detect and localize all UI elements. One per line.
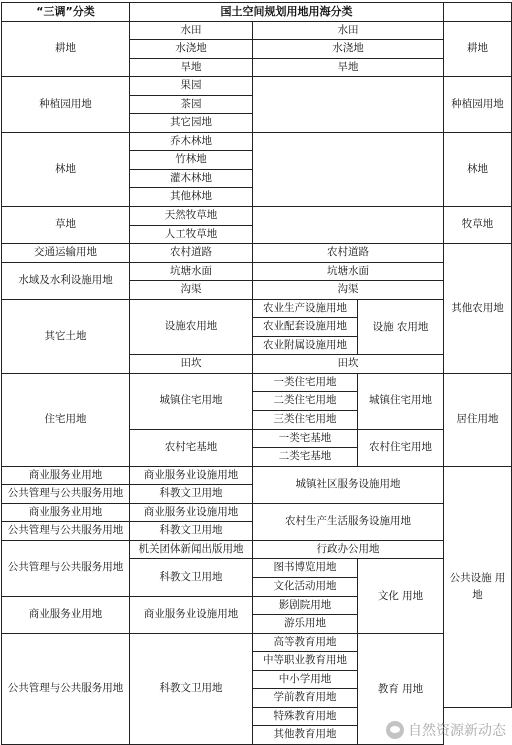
cell: 交通运输用地	[2, 244, 130, 263]
cell: 文化活动用地	[253, 577, 358, 596]
cell: 其他教育用地	[253, 726, 358, 745]
cell: 设施农用地	[130, 299, 253, 355]
cell: 公共设施 用地	[444, 466, 512, 707]
cell: 旱地	[130, 58, 253, 77]
cell: 商业服务业用地	[2, 503, 130, 522]
cell: 乔木林地	[130, 132, 253, 151]
header-right: 国土空间规划用地用海分类	[130, 3, 444, 22]
table-row	[2, 466, 512, 485]
cell: 二类住宅用地	[253, 392, 358, 411]
header-left: “三调”分类	[2, 3, 130, 22]
cell: 学前教育用地	[253, 689, 358, 708]
cell: 文化 用地	[358, 559, 444, 633]
cell: 坑塘水面	[130, 262, 253, 281]
cell: 商业服务业设施用地	[130, 466, 253, 485]
cell-empty	[253, 207, 444, 244]
cell: 一类宅基地	[253, 429, 358, 448]
cell: 科教文卫用地	[130, 522, 253, 541]
cell: 科教文卫用地	[130, 559, 253, 596]
cell: 商业服务业用地	[2, 466, 130, 485]
cell: 三类住宅用地	[253, 411, 358, 430]
table-row	[2, 132, 512, 151]
cell: 农业生产设施用地	[253, 299, 358, 318]
cell: 田坎	[130, 355, 253, 374]
cell: 公共管理与公共服务用地	[2, 485, 130, 504]
cell: 公共管理与公共服务用地	[2, 522, 130, 541]
table-row	[2, 299, 512, 318]
cell: 果园	[130, 77, 253, 96]
cell: 商业服务业设施用地	[130, 596, 253, 633]
cell: 城镇社区服务设施用地	[253, 466, 444, 503]
cell: 图书博览用地	[253, 559, 358, 578]
cell: 机关团体新闻出版用地	[130, 540, 253, 559]
table-row	[2, 633, 512, 652]
cell: 种植园用地	[2, 77, 130, 133]
cell: 林地	[444, 132, 512, 206]
cell: 天然牧草地	[130, 207, 253, 226]
cell: 公共管理与公共服务用地	[2, 633, 130, 744]
cell: 其它土地	[2, 299, 130, 373]
table-row	[2, 244, 512, 263]
cell: 公共管理与公共服务用地	[2, 540, 130, 596]
cell: 商业服务业用地	[2, 596, 130, 633]
cell: 沟渠	[253, 281, 444, 300]
cell: 种植园用地	[444, 77, 512, 133]
cell: 城镇住宅用地	[130, 373, 253, 429]
cell: 水田	[130, 21, 253, 40]
table-row	[2, 503, 512, 522]
cell: 科教文卫用地	[130, 633, 253, 744]
watermark-text: 自然资源新动态	[408, 723, 506, 739]
cell: 游乐用地	[253, 615, 358, 634]
cell: 其他林地	[130, 188, 253, 207]
cell: 牧草地	[444, 207, 512, 244]
cell: 农村生产生活服务设施用地	[253, 503, 444, 540]
cell: 耕地	[2, 21, 130, 77]
table-row	[2, 373, 512, 392]
cell: 科教文卫用地	[130, 485, 253, 504]
cell: 农业附属设施用地	[253, 336, 358, 355]
cell: 二类宅基地	[253, 448, 358, 467]
cell: 茶园	[130, 95, 253, 114]
cell: 商业服务业设施用地	[130, 503, 253, 522]
cell: 草地	[2, 207, 130, 244]
cell: 教育 用地	[358, 633, 444, 744]
cell: 灌木林地	[130, 169, 253, 188]
table-row	[2, 21, 512, 40]
cell: 设施 农用地	[358, 299, 444, 355]
cell: 中等职业教育用地	[253, 652, 358, 671]
cell: 坑塘水面	[253, 262, 444, 281]
cell: 居住用地	[444, 373, 512, 466]
cell: 水浇地	[130, 40, 253, 59]
cell: 农村道路	[253, 244, 444, 263]
cell: 农业配套设施用地	[253, 318, 358, 337]
table-row	[2, 77, 512, 96]
table-row	[2, 262, 512, 281]
cell-empty	[253, 77, 444, 133]
cell: 耕地	[444, 21, 512, 77]
cell: 水田	[253, 21, 444, 40]
cell: 竹林地	[130, 151, 253, 170]
cell: 其他农用地	[444, 244, 512, 374]
cell: 影剧院用地	[253, 596, 358, 615]
cell: 高等教育用地	[253, 633, 358, 652]
cell: 一类住宅用地	[253, 373, 358, 392]
cell: 城镇住宅用地	[358, 373, 444, 429]
cell: 人工牧草地	[130, 225, 253, 244]
land-classification-table	[1, 2, 512, 745]
header-blank	[444, 3, 512, 22]
table-row	[2, 540, 512, 559]
cell: 行政办公用地	[253, 540, 444, 559]
cell: 住宅用地	[2, 373, 130, 466]
cell-empty	[253, 132, 444, 206]
cell: 特殊教育用地	[253, 707, 358, 726]
cell: 林地	[2, 132, 130, 206]
cell: 农村宅基地	[130, 429, 253, 466]
cell: 田坎	[253, 355, 444, 374]
cell: 农村道路	[130, 244, 253, 263]
table-row	[2, 207, 512, 226]
cell: 旱地	[253, 58, 444, 77]
cell: 水域及水利设施用地	[2, 262, 130, 299]
header-row	[2, 3, 512, 22]
cell: 沟渠	[130, 281, 253, 300]
cell: 其它园地	[130, 114, 253, 133]
cell: 水浇地	[253, 40, 444, 59]
cell: 农村住宅用地	[358, 429, 444, 466]
cell: 中小学用地	[253, 670, 358, 689]
